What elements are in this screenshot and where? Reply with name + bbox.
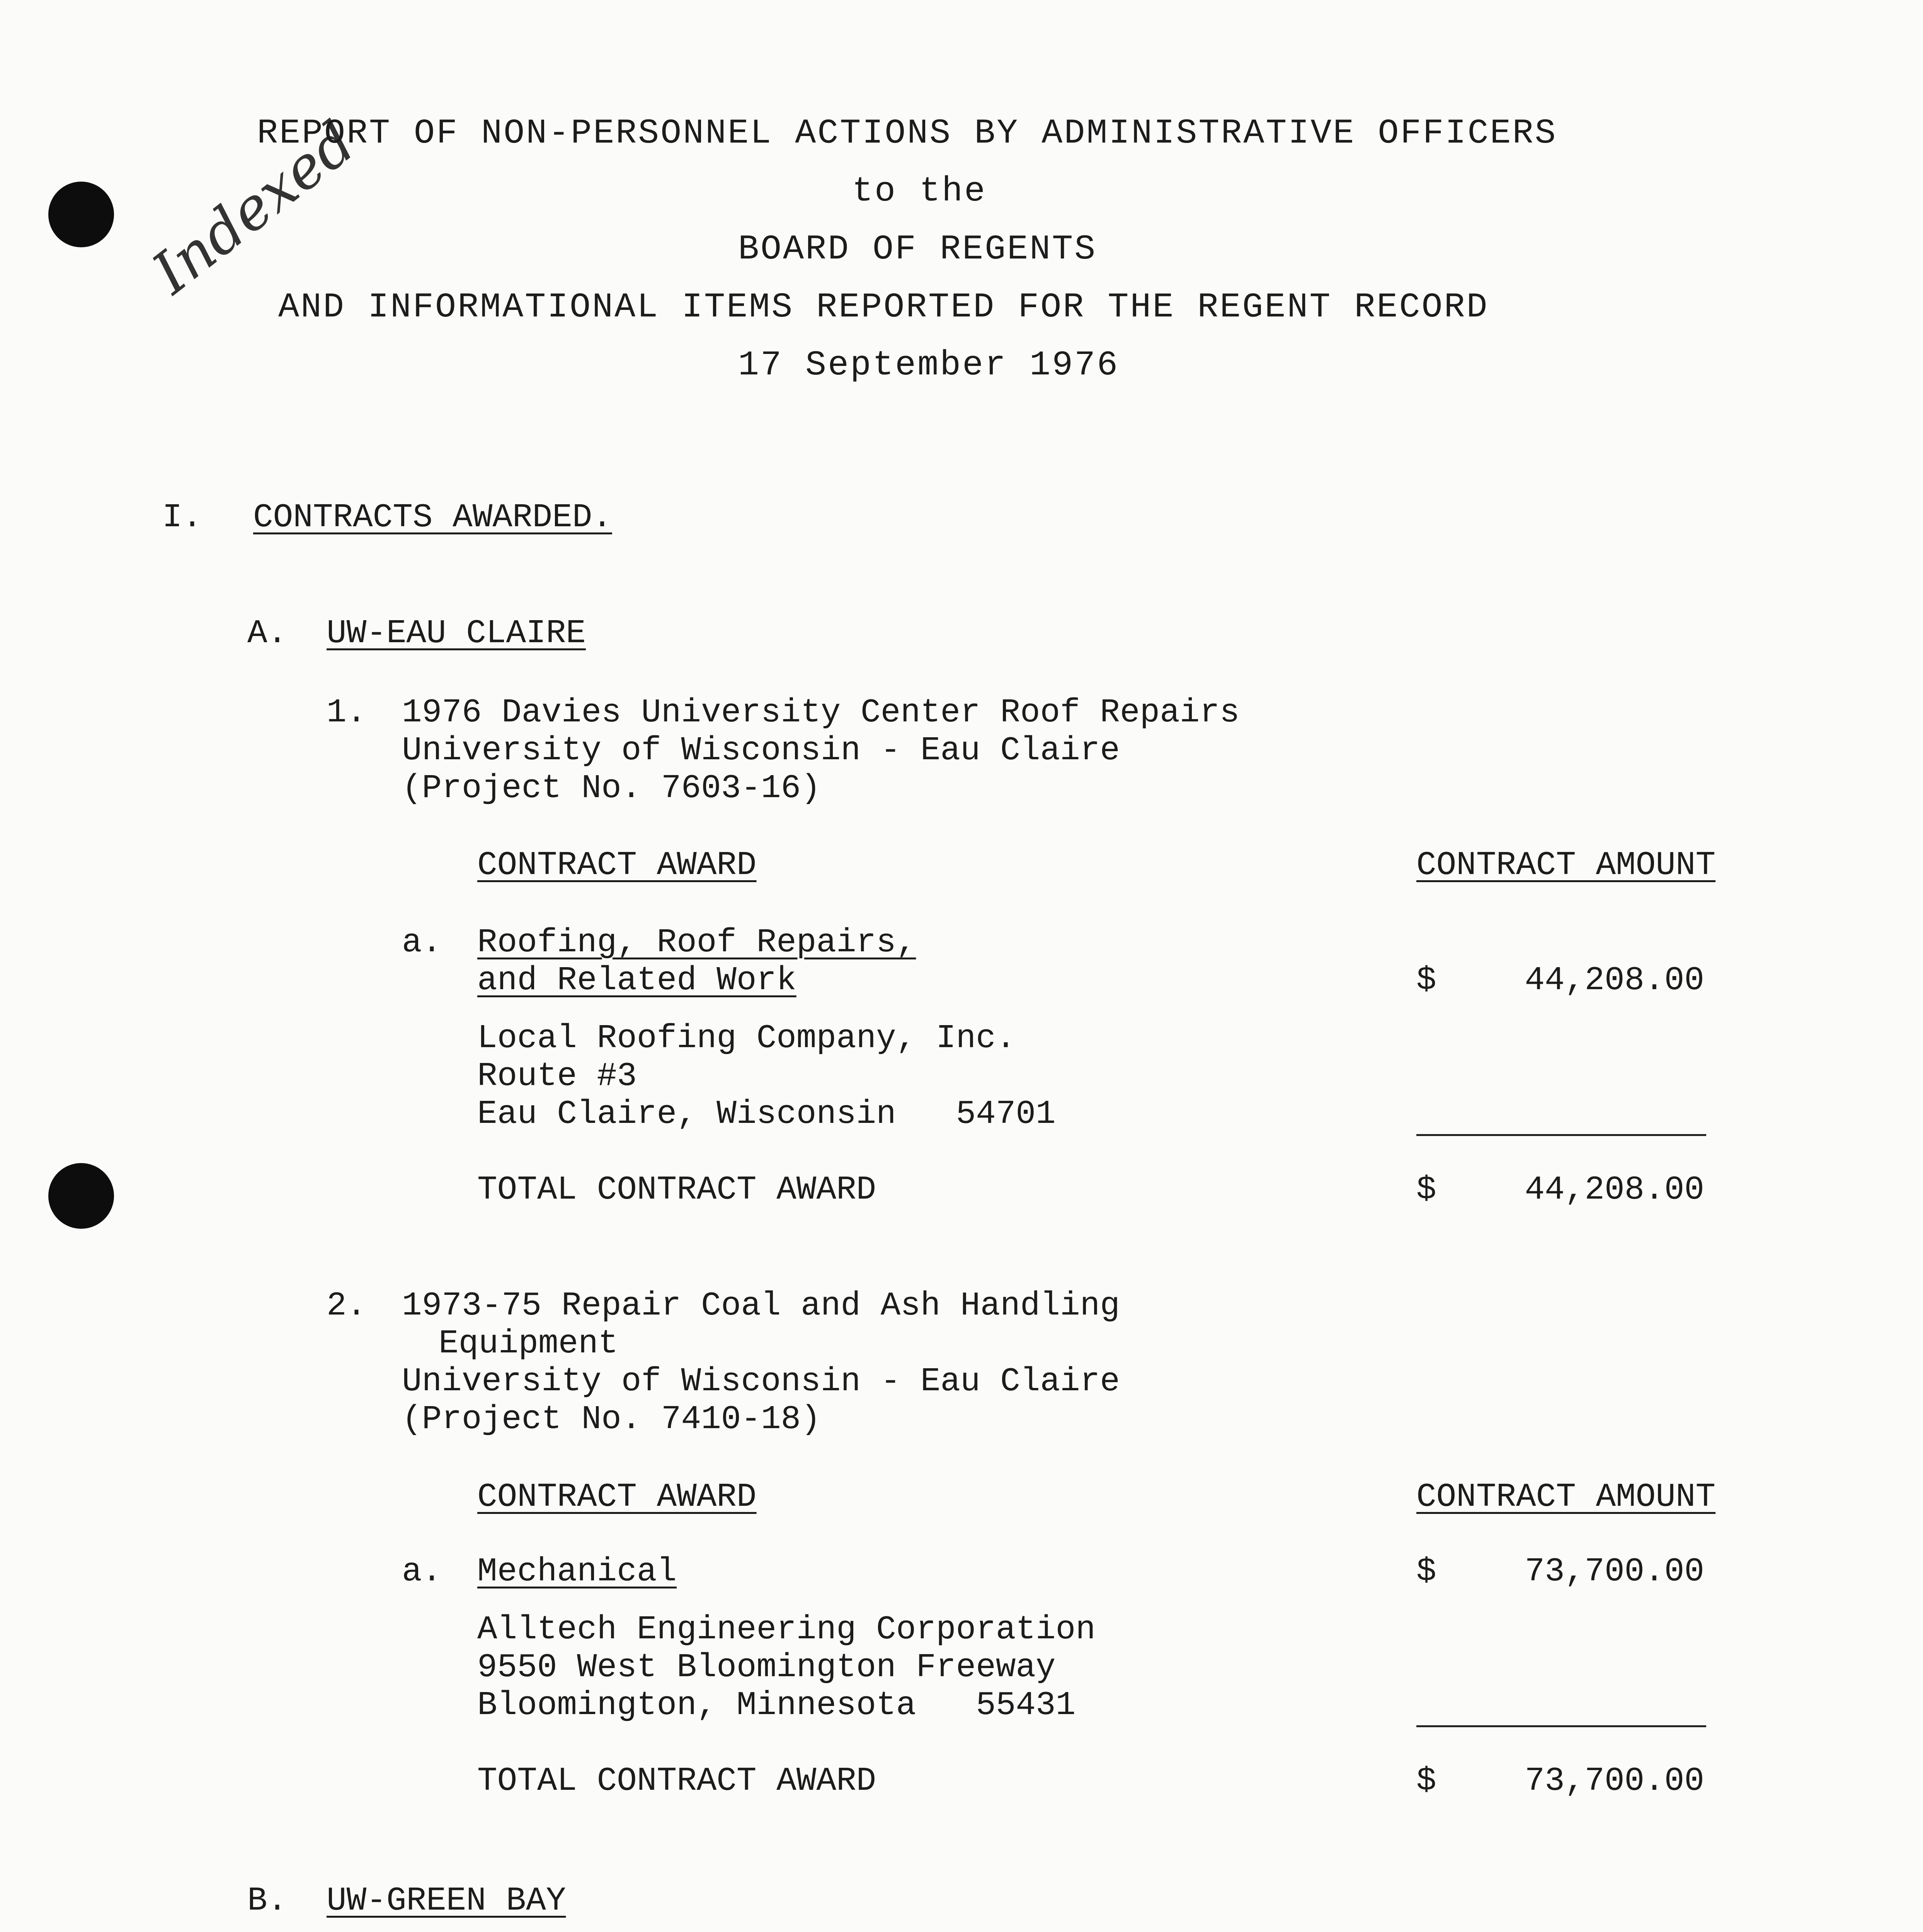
project-a2-title-line1: 1973-75 Repair Coal and Ash Handling (402, 1287, 1120, 1325)
contractor-name: Local Roofing Company, Inc. (477, 1019, 1016, 1057)
total-rule (1416, 1725, 1706, 1727)
item-amount: 44,208.00 (1525, 961, 1704, 999)
contractor-city: Bloomington, Minnesota 55431 (477, 1686, 1076, 1724)
report-date: 17 September 1976 (738, 346, 1120, 385)
item-amount: 73,700.00 (1525, 1553, 1704, 1590)
dollar-sign: $ (1416, 1553, 1436, 1590)
dollar-sign: $ (1416, 961, 1436, 999)
contract-amount-header: CONTRACT AMOUNT (1416, 1478, 1716, 1516)
item-title-line2: and Related Work (477, 961, 796, 999)
punch-hole-top (48, 182, 114, 247)
contract-award-header: CONTRACT AWARD (477, 1478, 757, 1516)
project-a2-number-ref: (Project No. 7410-18) (402, 1400, 821, 1438)
report-title-line2: to the (852, 172, 987, 211)
contractor-address: Route #3 (477, 1057, 637, 1095)
report-title-line1: REPORT OF NON-PERSONNEL ACTIONS BY ADMINISTRATIVE OFFICERS (257, 114, 1557, 153)
contract-award-header: CONTRACT AWARD (477, 846, 757, 884)
handwritten-note: Indexed (140, 109, 368, 307)
section-title: CONTRACTS AWARDED. (253, 498, 612, 536)
punch-hole-middle (48, 1163, 114, 1229)
item-letter: a. (402, 923, 442, 961)
item-title-line1: Roofing, Roof Repairs, (477, 923, 916, 961)
project-a1-title: 1976 Davies University Center Roof Repairs (402, 694, 1240, 731)
campus-a-name: UW-EAU CLAIRE (327, 614, 586, 652)
total-amount: 73,700.00 (1525, 1762, 1704, 1800)
section-numeral: I. (162, 498, 203, 536)
contractor-name: Alltech Engineering Corporation (477, 1611, 1096, 1648)
contractor-city: Eau Claire, Wisconsin 54701 (477, 1095, 1056, 1133)
project-a1-number: 1. (327, 694, 367, 731)
project-a2-title-line2: Equipment (439, 1325, 618, 1362)
project-a2-institution: University of Wisconsin - Eau Claire (402, 1362, 1120, 1400)
project-a1-institution: University of Wisconsin - Eau Claire (402, 731, 1120, 769)
campus-b-letter: B. (247, 1882, 288, 1920)
contractor-address: 9550 West Bloomington Freeway (477, 1648, 1056, 1686)
report-title-line3: BOARD OF REGENTS (738, 230, 1097, 269)
contract-amount-header: CONTRACT AMOUNT (1416, 846, 1716, 884)
campus-a-letter: A. (247, 614, 288, 652)
project-a1-number-ref: (Project No. 7603-16) (402, 769, 821, 807)
item-title: Mechanical (477, 1553, 677, 1590)
total-label: TOTAL CONTRACT AWARD (477, 1762, 876, 1800)
dollar-sign: $ (1416, 1762, 1436, 1800)
total-amount: 44,208.00 (1525, 1171, 1704, 1209)
item-letter: a. (402, 1553, 442, 1590)
total-label: TOTAL CONTRACT AWARD (477, 1171, 876, 1209)
project-a2-number: 2. (327, 1287, 367, 1325)
report-title-line4: AND INFORMATIONAL ITEMS REPORTED FOR THE REGENT RECORD (278, 288, 1489, 327)
dollar-sign: $ (1416, 1171, 1436, 1209)
total-rule (1416, 1134, 1706, 1136)
campus-b-name: UW-GREEN BAY (327, 1882, 566, 1920)
